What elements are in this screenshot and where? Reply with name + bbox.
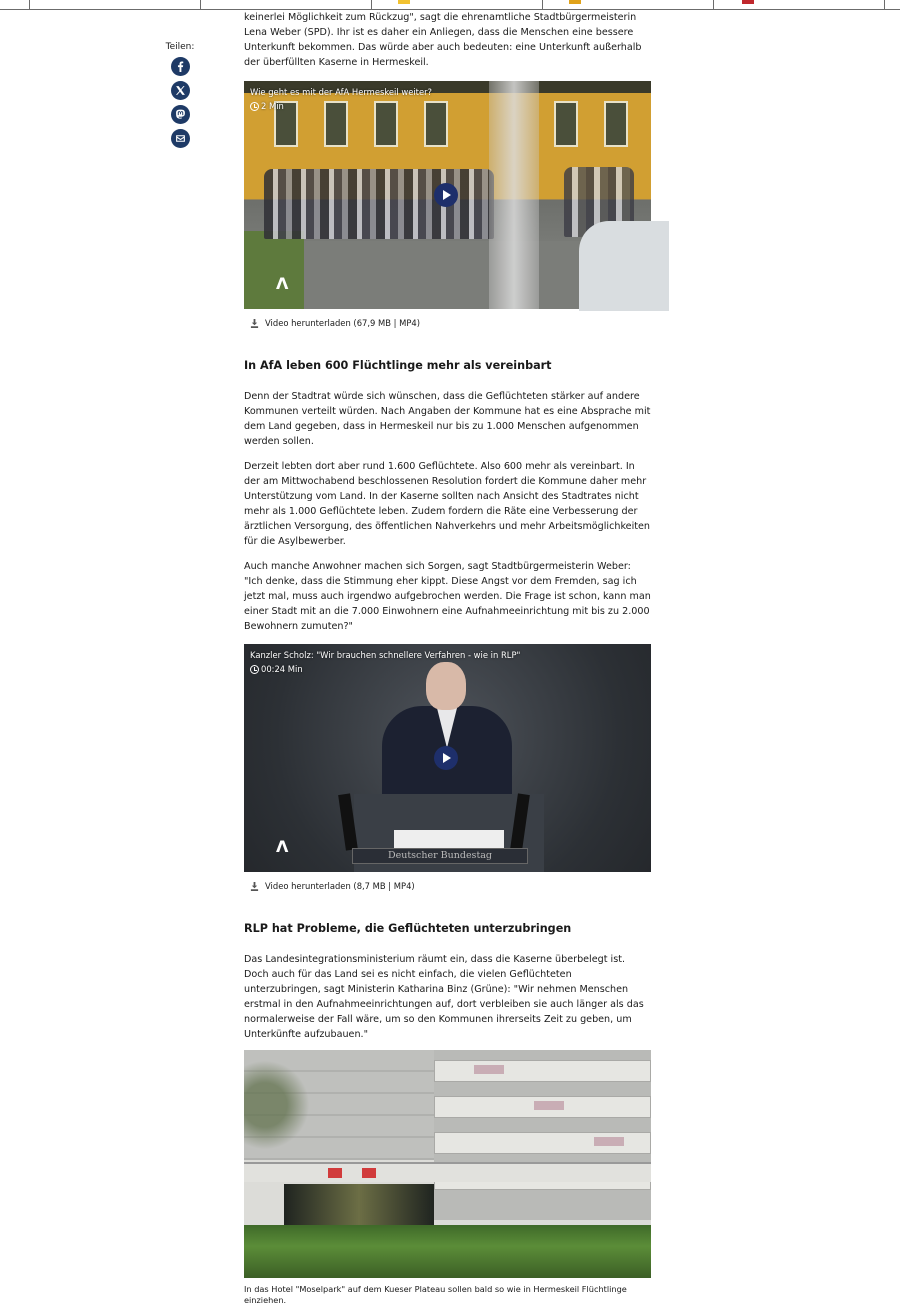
play-button[interactable]	[434, 183, 458, 207]
video-duration-text: 2 Min	[261, 101, 284, 111]
x-icon[interactable]	[171, 81, 190, 100]
top-nav-item[interactable]	[30, 0, 201, 10]
video-duration	[250, 664, 303, 674]
top-nav-item[interactable]	[372, 0, 543, 10]
article-photo-hotel[interactable]	[244, 1050, 651, 1278]
download-icon	[250, 319, 259, 328]
video-download-link[interactable]	[244, 881, 651, 891]
video-download-link[interactable]	[244, 318, 651, 328]
video-title: Kanzler Scholz: "Wir brauchen schnellere Verfahren - wie in RLP"	[250, 650, 521, 660]
paragraph: Derzeit lebten dort aber rund 1.600 Geflüchtete. Also 600 mehr als vereinbart. In der am Mittwochabend beschlossenen Resolution fordert die Kommune daher mehr Unterstützung vom Land. In der Kaserne sollten nach Ansicht des Stadtrates nicht mehr als 1.000 Geflüchtete leben. Zudem fordern die Räte eine Verbesserung der ärztlichen Versorgung, des öffentlichen Nahverkehrs und mehr Arbeitsmöglichkeiten für die Asylbewerber.	[244, 461, 650, 547]
play-button[interactable]	[434, 746, 458, 770]
video-duration	[250, 101, 284, 111]
broadcaster-logo: Λ	[276, 837, 289, 856]
video-download-text: Video herunterladen (67,9 MB | MP4)	[265, 318, 420, 328]
intro-paragraph: keinerlei Möglichkeit zum Rückzug", sagt die ehrenamtliche Stadtbürgermeisterin Lena Weber (SPD). Ihr ist es daher ein Anliegen, dass die Menschen eine bessere Unterkunft bekommen. Das würde aber auch bedeuten: eine Unterkunft außerhalb der überfüllten Kaserne in Hermeskeil.	[244, 12, 642, 68]
broadcaster-logo: Λ	[276, 274, 289, 293]
clock-icon	[250, 102, 259, 111]
article-body	[244, 10, 651, 1306]
video-player-afa[interactable]	[244, 81, 651, 309]
video-download-text: Video herunterladen (8,7 MB | MP4)	[265, 881, 415, 891]
lectern-label: Deutscher Bundestag	[352, 848, 528, 864]
top-nav-item[interactable]	[0, 0, 30, 10]
video-duration-text: 00:24 Min	[261, 664, 303, 674]
top-nav-item[interactable]	[543, 0, 714, 10]
top-nav-item[interactable]	[201, 0, 372, 10]
section-heading: In AfA leben 600 Flüchtlinge mehr als vereinbart	[244, 359, 552, 372]
share-label: Teilen:	[165, 42, 195, 52]
facebook-icon[interactable]	[171, 57, 190, 76]
photo-caption: In das Hotel "Moselpark" auf dem Kueser Plateau sollen bald so wie in Hermeskeil Flüchtlinge einziehen.	[244, 1284, 627, 1305]
mastodon-icon[interactable]	[171, 105, 190, 124]
paragraph: Das Landesintegrationsministerium räumt ein, dass die Kaserne überbelegt ist. Doch auch für das Land sei es nicht einfach, die vielen Geflüchteten unterzubringen, sagt Ministerin Katharina Binz (Grüne): "Wir nehmen Menschen erstmal in den Aufnahmeeinrichtungen auf, dort verbleiben sie auch länger als das normalerweise der Fall wäre, um so den Kommunen ihrerseits Zeit zu geben, um Unterkünfte aufzubauen."	[244, 954, 644, 1040]
top-nav	[0, 0, 900, 10]
paragraph: Denn der Stadtrat würde sich wünschen, dass die Geflüchteten stärker auf andere Kommunen verteilt würden. Nach Angaben der Kommune hat es eine Absprache mit dem Land gegeben, dass in Hermeskeil nur bis zu 1.000 Menschen aufgenommen werden sollen.	[244, 391, 651, 447]
mail-icon[interactable]	[171, 129, 190, 148]
paragraph: Auch manche Anwohner machen sich Sorgen, sagt Stadtbürgermeisterin Weber: "Ich denke, dass die Stimmung eher kippt. Diese Angst vor dem Fremden, sag ich jetzt mal, muss auch irgendwo aufgebrochen werden. Die Frage ist schon, kann man einer Stadt mit an die 7.000 Einwohnern eine Aufnahmeeinrichtung mit bis zu 2.000 Bewohnern zumuten?"	[244, 561, 651, 632]
video-player-scholz[interactable]	[244, 644, 651, 872]
section-text	[244, 389, 651, 634]
share-bar	[162, 42, 198, 153]
download-icon	[250, 882, 259, 891]
clock-icon	[250, 665, 259, 674]
video-title: Wie geht es mit der AfA Hermeskeil weiter?	[250, 87, 433, 97]
section-text	[244, 952, 651, 1042]
section-heading: RLP hat Probleme, die Geflüchteten unterzubringen	[244, 922, 572, 935]
top-nav-item[interactable]	[714, 0, 885, 10]
